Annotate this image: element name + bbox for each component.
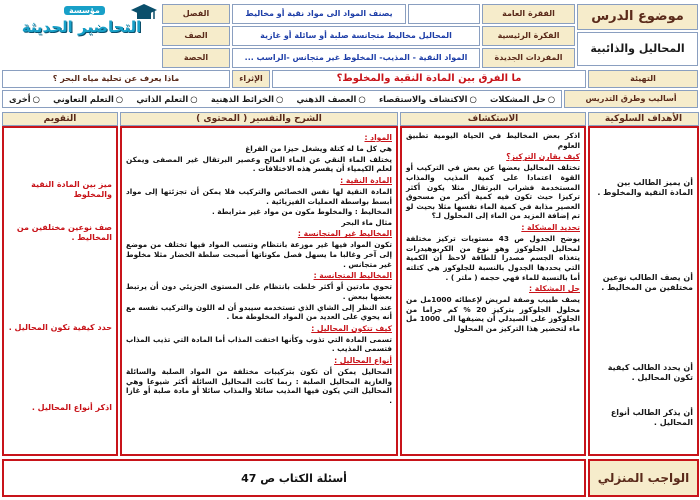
strategy-option: ○ الاكتشاف والاستقصاء	[379, 94, 477, 104]
goal-item: أن يصف الطالب نوعين مختلفين من المخاليط .	[601, 273, 693, 293]
strategy-column	[400, 126, 586, 456]
goals-column	[588, 126, 699, 456]
main-idea-value: المحاليل مخاليط متجانسة صلبة أو سائلة أو غازية	[232, 26, 480, 46]
strategy-para: يوضح الجدول ص 43 مستويات تركيز مختلفة لمحاليل الجلوكوز وهو نوع من الكربوهيدرات يتغذاه الجسم مصدرا للطاقة لاحظ أن الكمية التي يحددها الجدول بالنسبة للجلوكوز هي كتلته أما بالنسبة للماء فهي حجمه ( ملتر ) .	[406, 234, 580, 282]
logo-tag: مؤسسة	[64, 6, 105, 15]
evaluation-item: صف نوعين مختلفين من المخاليط .	[16, 223, 112, 243]
content-heading: المخاليط غير المتجانسة :	[297, 229, 392, 239]
unit-label: الفصل	[162, 4, 230, 24]
content-para: عند النظر إلى الشاي الذي تستخدمه سيبدو أن له اللون والتركيب نفسه مع أنه يحوي على العديد من المواد المخلوطة معا .	[126, 302, 392, 322]
strategy-para: اذكر بعض المخاليط في الحياة اليومية تطبيق العلوم	[406, 131, 580, 150]
strategies-options	[2, 90, 562, 108]
evaluation-item: حدد كيفية تكون المحاليل .	[8, 323, 112, 332]
paragraph-value	[408, 4, 480, 24]
strategy-option: ○ حل المشكلات	[490, 94, 555, 104]
content-para: المحاليل يمكن أن تكون بتركيبات مختلفة من المواد الصلبة والسائلة والغازية المحاليل الصلبة : ربما كانت المحاليل السائلة أكثر شيوعا وهي المحاليل التي يكون فيها المذيب سائلا والمذاب سائلا أو مادة صلبة أو غازا .	[126, 367, 392, 405]
content-heading: أنواع المحاليل :	[334, 356, 392, 366]
class-label: الصف	[162, 26, 230, 46]
strategy-option: ○ التعلم الذاتي	[136, 94, 197, 104]
goal-item: أن يحدد الطالب كيفية تكون المحاليل .	[607, 363, 693, 383]
unit-value: يصنف المواد الى مواد نقية أو مخاليط	[232, 4, 406, 24]
session-label: الحصة	[162, 48, 230, 68]
content-heading: المواد :	[364, 133, 392, 142]
publisher-logo	[4, 2, 159, 42]
content-para: هي كل ما له كتلة ويشغل حيزا من الفراغ	[245, 144, 392, 154]
enrich-label: الإثراء	[232, 70, 270, 88]
strategy-option: ○ التعلم التعاوني	[53, 94, 123, 104]
goals-header: الأهداف السلوكية	[588, 112, 699, 126]
paragraph-label: الفقرة العامة	[482, 4, 575, 24]
content-heading: المخاليط المتجانسة :	[313, 271, 392, 281]
homework-label: الواجب المنزلي	[588, 459, 699, 497]
strategy-option: ○ أخرى	[9, 94, 40, 104]
content-para: المادة النقية لها نفس الخصائص والتركيب فلا يمكن أن تجزئتها إلى مواد أبسط بواسطة العمليات الفيزيائية .	[126, 186, 392, 206]
evaluation-item: اذكر أنواع المحاليل .	[31, 403, 112, 412]
homework-value: أسئلة الكتاب ص 47	[2, 459, 586, 497]
content-para: تسمى المادة التي تذوب وكأنها اختفت المذاب أما المادة التي تذيب المذاب فتسمى المذيب .	[126, 334, 392, 354]
main-idea-label: الفكرة الرئيسية	[482, 26, 575, 46]
content-heading: كيف تتكون المحاليل :	[311, 323, 392, 333]
strategy-option: ○ العصف الذهني	[297, 94, 366, 104]
strategy-heading: كيف يقارن التركيز؟	[506, 152, 580, 162]
strategy-para: تختلف المحاليل بعضها عن بعض في التركيب أو القوة اعتمادا على كمية المذيب والمذاب المستخدمة فشراب البرتقال مثلا يكون أكثر تركيزا حيث تكون فيه كمية أكبر من مسحوق العصير مذابة في كمية الماء نفسها مثلا بحيث لو تم إضافة المزيد من الماء إلى المحلول لـ؟	[406, 163, 580, 221]
strategy-option: ○ الخرائط الذهنية	[211, 94, 283, 104]
prep-question: ما الفرق بين المادة النقية والمخلوط؟	[272, 70, 586, 88]
evaluation-column	[2, 126, 118, 456]
evaluation-header: التقويم	[2, 112, 118, 126]
content-para: المخاليط : والمخلوط مكون من مواد غير مترابطة .	[211, 207, 392, 217]
strategy-header: الاستكشاف	[400, 112, 586, 126]
strategy-heading: تحديد المشكلة :	[521, 223, 580, 233]
strategy-heading: حل المشكلة :	[529, 284, 580, 294]
new-terms-value: المواد النقية - المذيب- المخلوط غير متجانس -الراسب ...	[232, 48, 480, 68]
content-para: يختلف الماء النقي عن الماء المالح وعصير البرتقال غير المصفى ويمكن لعلم الكيمياء أن يفسر هذه الاختلافات .	[126, 154, 392, 174]
content-heading: المادة النقية :	[340, 175, 392, 185]
evaluation-item: ميز بين المادة النقية والمخلوط	[31, 180, 112, 200]
strategies-label: أساليب وطرق التدريس	[564, 90, 698, 108]
strategy-para: يصف طبيب وصفة لمريض لإعطائه 1000مل من محلول الجلوكوز بتركيز 20 % كم جراما من الجلوكوز على الصيدلي أن يضيفها الى 1000 مل ماء لتحضير هذا التركيز من المحلول	[406, 295, 581, 334]
content-header: الشرح والتفسير ( المحتوى )	[120, 112, 398, 126]
content-para: تكون المواد فيها غير موزعة بانتظام وتنسب المواد فيها تختلف من موضع إلى آخر وغالبا ما يسهل فصل مكوناتها أصبحت سلطة الخضار مثلا مخلوط غير متجانس .	[126, 240, 392, 269]
prep-label: التهيئة	[588, 70, 698, 88]
goal-item: أن يذكر الطالب أنواع المحاليل .	[610, 408, 693, 428]
content-para: مثال ماء البحر	[341, 217, 392, 227]
logo-name: التحاضير الحديثة	[21, 18, 142, 36]
topic-label: موضوع الدرس	[577, 4, 698, 30]
goal-item: أن يميز الطالب بين المادة النقية والمخلوط .	[597, 178, 693, 198]
topic-value: المحاليل والذائبية	[577, 32, 698, 66]
content-para: تحوي مادتين أو أكثر خلطت بانتظام على المستوى الجزيئي دون أن يرتبط بعضها ببعض .	[126, 282, 392, 301]
content-column	[120, 126, 398, 456]
enrich-value: ماذا يعرف عن تحلية مياه البحر ؟	[2, 70, 230, 88]
new-terms-label: المفردات الجديدة	[482, 48, 575, 68]
